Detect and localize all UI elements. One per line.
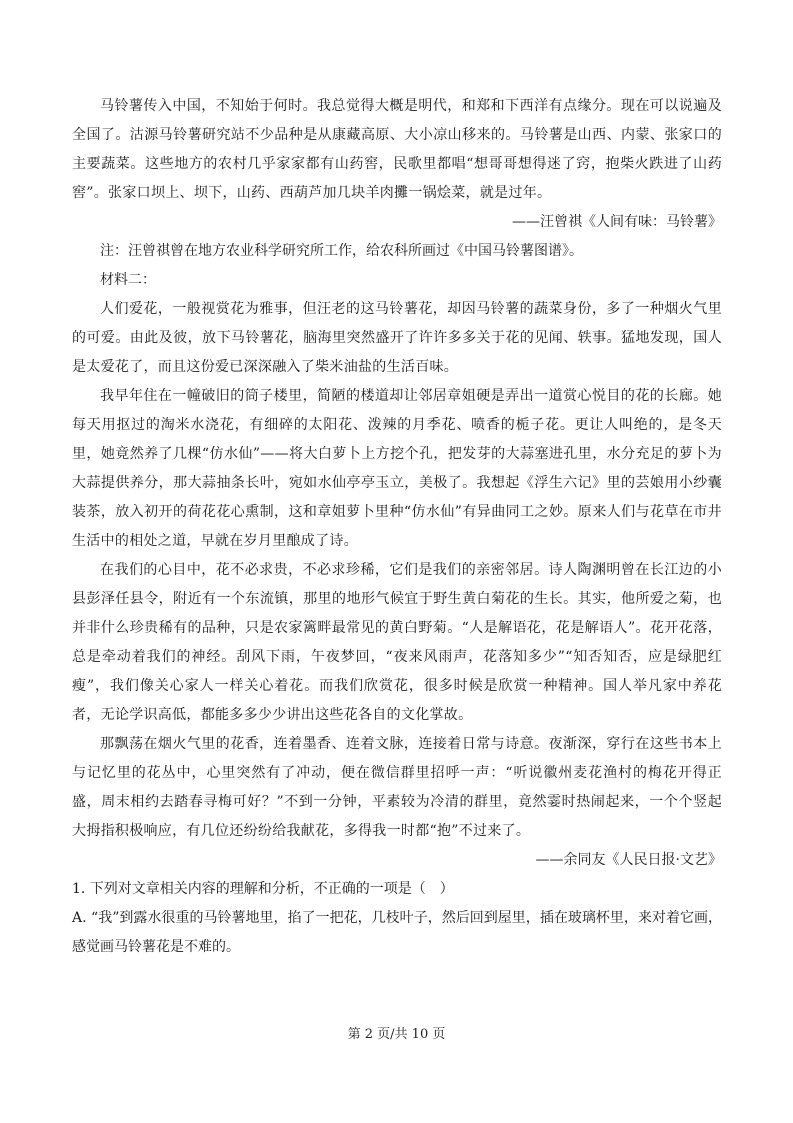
document-content xyxy=(72,92,722,962)
material-two-source: ——余同友《人民日报·文艺》 xyxy=(535,852,722,868)
material-two-heading: 材料二： xyxy=(100,272,156,288)
material-two-paragraph-3: 在我们的心目中，花不必求贵，不必求珍稀，它们是我们的亲密邻居。诗人陶渊明曾在长江边的小县彭泽任县令，附近有一个东流镇，那里的地形气候宜于野生黄白菊花的生长。其实，他所爱之菊，也并非什么珍贵稀有的品种，只是农家篱畔最常见的黄白野菊。“人是解语花，花是解语人”。花开花落，总是牵动着我们的神经。刮风下雨，午夜梦回，“夜来风雨声，花落知多少”“知否知否，应是绿肥红瘦”，我们像关心家人一样关心着花。而我们欣赏花，很多时候是欣赏一种精神。国人举凡家中养花者，无论学识高低，都能多多少少讲出这些花各自的文化掌故。 xyxy=(72,562,722,723)
material-two-paragraph-1: 人们爱花，一般视赏花为雅事，但汪老的这马铃薯花，却因马铃薯的蔬菜身份，多了一种烟火气里的可爱。由此及彼，放下马铃薯花，脑海里突然盛开了许许多多关于花的见闻、轶事。猛地发现，国人是太爱花了，而且这份爱已深深融入了柴米油盐的生活百味。 xyxy=(72,301,722,375)
question-stem: 1. 下列对文章相关内容的理解和分析，不正确的一项是（ ） xyxy=(72,881,454,897)
author-note: 注：汪曾祺曾在地方农业科学研究所工作，给农科所画过《中国马铃薯图谱》。 xyxy=(100,243,583,259)
material-two-paragraph-4: 那飘荡在烟火气里的花香，连着墨香、连着文脉，连接着日常与诗意。夜渐深，穿行在这些书本上与记忆里的花丛中，心里突然有了冲动，便在微信群里招呼一声：“听说徽州麦花渔村的梅花开得正盛，周末相约去踏春寻梅可好？”不到一分钟，平素较为冷清的群里，竟然霎时热闹起来，一个个竖起大拇指积极响应，有几位还纷纷给我献花，多得我一时都“抱”不过来了。 xyxy=(72,736,722,839)
material-one-source: ——汪曾祺《人间有味：马铃薯》 xyxy=(512,214,722,230)
question-option-a: A. “我”到露水很重的马铃薯地里，掐了一把花，几枝叶子，然后回到屋里，插在玻璃杯里，来对着它画，感觉画马铃薯花是不难的。 xyxy=(72,910,722,955)
page-footer: 第 2 页/共 10 页 xyxy=(347,1027,446,1042)
material-two-paragraph-2: 我早年住在一幢破旧的筒子楼里，简陋的楼道却让邻居章姐硬是弄出一道赏心悦目的花的长廊。她每天用抠过的淘米水浇花，有细碎的太阳花、泼辣的月季花、喷香的栀子花。更让人叫绝的，是冬天里，她竟然养了几棵“仿水仙”——将大白萝卜上方挖个孔，把发芽的大蒜塞进孔里，水分充足的萝卜为大蒜提供养分，那大蒜抽条长叶，宛如水仙亭亭玉立，美极了。我想起《浮生六记》里的芸娘用小纱囊装茶，放入初开的荷花花心熏制，这和章姐萝卜里种“仿水仙”有异曲同工之妙。原来人们与花草在市井生活中的相处之道，早就在岁月里酿成了诗。 xyxy=(72,388,722,549)
material-one-paragraph: 马铃薯传入中国，不知始于何时。我总觉得大概是明代，和郑和下西洋有点缘分。现在可以说遍及全国了。沽源马铃薯研究站不少品种是从康藏高原、大小凉山移来的。马铃薯是山西、内蒙、张家口的主要蔬菜。这些地方的农村几乎家家都有山药窖，民歌里都唱“想哥哥想得迷了窍，抱柴火跌进了山药窖”。张家口坝上、坝下，山药、西葫芦加几块羊肉攤一锅烩菜，就是过年。 xyxy=(72,98,722,201)
